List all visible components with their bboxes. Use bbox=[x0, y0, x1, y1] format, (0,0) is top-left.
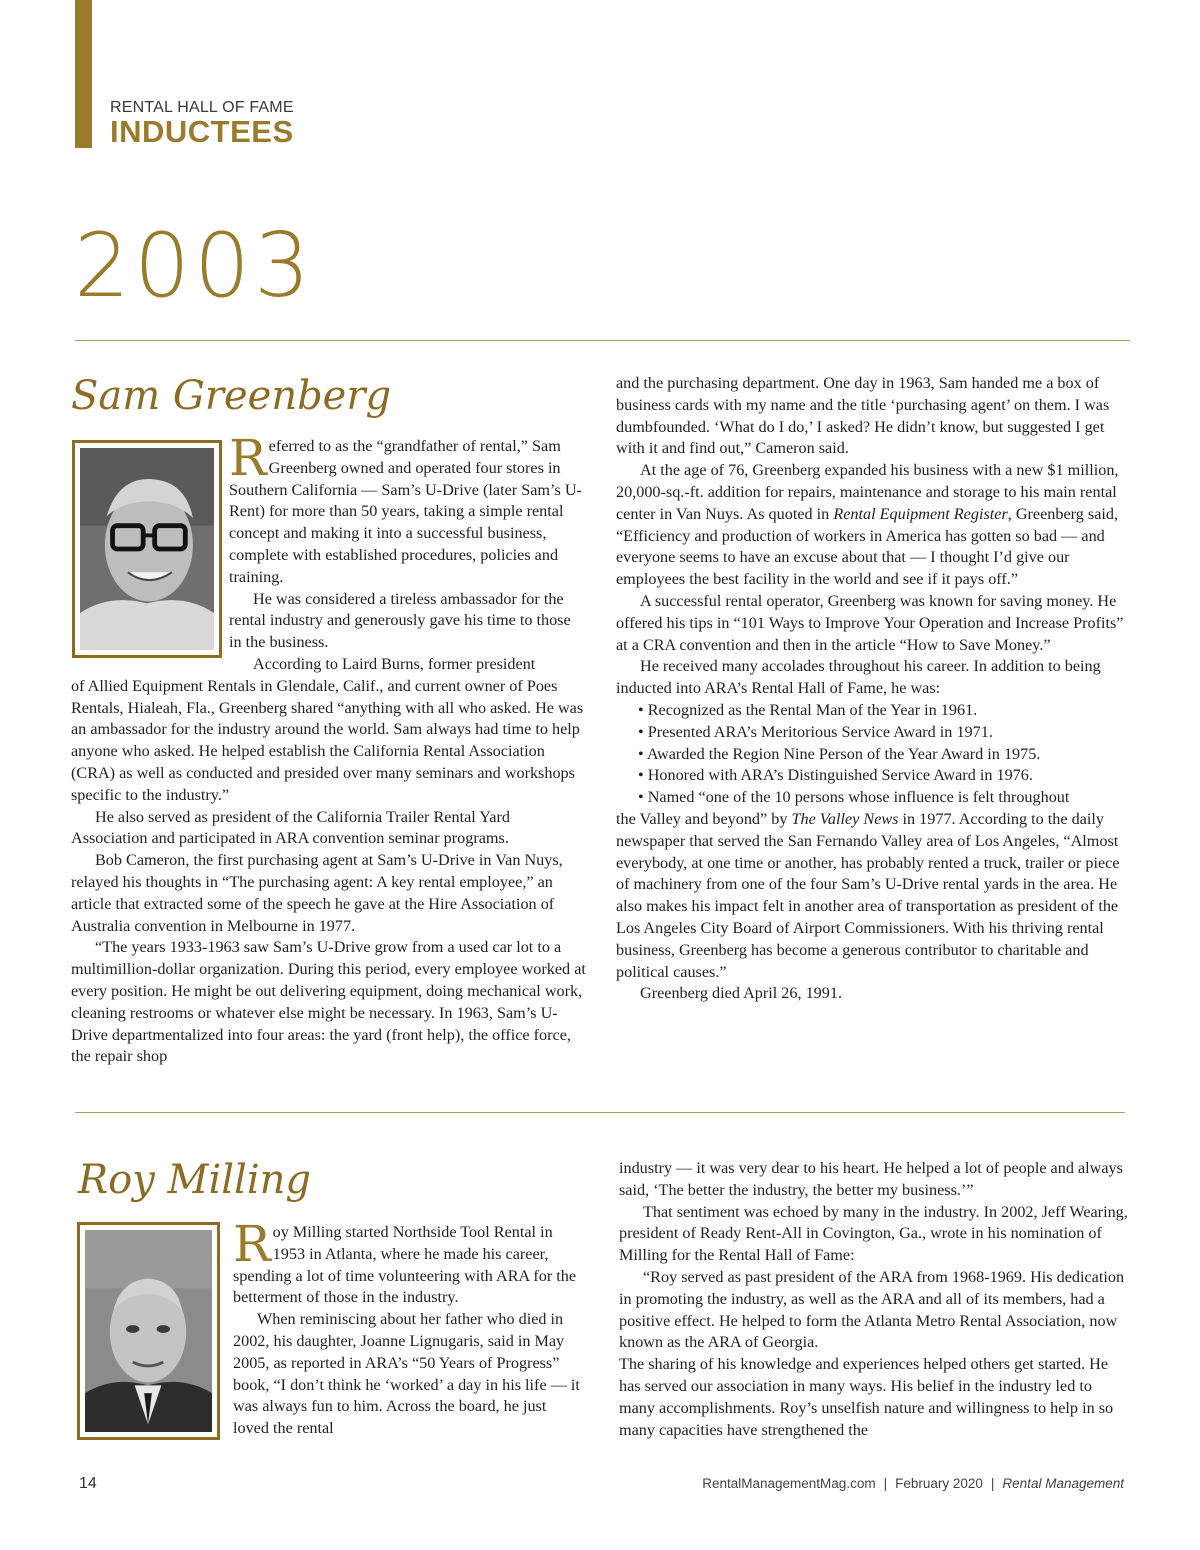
paragraph: At the age of 76, Greenberg expanded his business with a new $1 million, 20,000-sq.-ft. addition for repairs, maintenance and storage to his main rental center in Van Nuys. As quoted in Rental Equipment Register, Greenberg said, “Efficiency and production of workers in America has gotten so bad — and everyone seems to have an excuse about that — I thought I’d give our employees the best facility in the world and see if it pays off.” bbox=[616, 461, 1119, 589]
paragraph: He was considered a tireless ambassador for the rental industry and generously gave his time to those in the business. bbox=[229, 589, 571, 652]
publication-title: Rental Equipment Register bbox=[833, 504, 1008, 523]
year-heading: 2003 bbox=[74, 214, 314, 317]
footer-credit: RentalManagementMag.com | February 2020 | Rental Management bbox=[702, 1476, 1124, 1491]
inductee-name: Roy Milling bbox=[78, 1157, 312, 1203]
inductee-right-column bbox=[616, 373, 1128, 1005]
footer-site: RentalManagementMag.com bbox=[702, 1476, 876, 1491]
paragraph: eferred to as the “grandfather of rental,” Sam Greenberg owned and operated four stores in Southern California — Sam’s U-Drive (later Sam’s U-Rent) for more than 50 years, taking a simple rental concept and making it into a successful business, complete with established procedures, policies and training. bbox=[229, 437, 582, 586]
paragraph: and the purchasing department. One day in 1963, Sam handed me a box of business cards with my name and the title ‘purchasing agent’ on them. I was dumbfounded. ‘What do I do,’ I asked? He didn’t know, but suggested I get with it and find out,” Cameron said. bbox=[616, 374, 1110, 458]
page-number: 14 bbox=[79, 1475, 97, 1492]
inductee-name: Sam Greenberg bbox=[71, 373, 392, 419]
list-item: • Presented ARA’s Meritorious Service Award in 1971. bbox=[638, 722, 993, 741]
paragraph: According to Laird Burns, former president bbox=[253, 654, 536, 673]
inductee-left-column bbox=[233, 1215, 583, 1440]
section-title: INDUCTEES bbox=[110, 114, 294, 149]
list-item: • Awarded the Region Nine Person of the Year Award in 1975. bbox=[638, 744, 1041, 763]
paragraph: When reminiscing about her father who died in 2002, his daughter, Joanne Lignugaris, said in May 2005, as reported in ARA’s “50 Years of Progress” book, “I don’t think he ‘worked’ a day in his life — it was always fun to him. Across the board, he just loved the rental bbox=[233, 1310, 580, 1438]
drop-cap: R bbox=[229, 429, 267, 487]
footer-magazine: Rental Management bbox=[1002, 1476, 1124, 1491]
paragraph: the Valley and beyond” by The Valley News in 1977. According to the daily newspaper that served the San Fernando Valley area of Los Angeles, “Almost everybody, at one time or another, has probably rented a truck, trailer or piece of machinery from one of the four Sam’s U-Drive rental yards in the area. He also makes his impact felt in another area of transportation as president of the Los Angeles City Board of Airport Commissioners. With his thriving rental business, Greenberg has become a generous contributor to charitable and political causes.” bbox=[616, 809, 1120, 981]
inductee-right-column bbox=[619, 1158, 1129, 1441]
portrait-image bbox=[85, 1230, 212, 1432]
paragraph: of Allied Equipment Rentals in Glendale, Calif., and current owner of Poes Rentals, Hialeah, Fla., Greenberg shared “anything with all who asked. He was an ambassador for the industry around the world. Sam always had time to help anyone who asked. He helped establish the California Rental Association (CRA) as well as conducted and presided over many seminars and workshops specific to the industry.” bbox=[71, 676, 584, 804]
paragraph: He also served as president of the California Trailer Rental Yard Association and participated in ARA convention seminar programs. bbox=[71, 807, 510, 848]
list-item: • Recognized as the Rental Man of the Year in 1961. bbox=[638, 700, 978, 719]
paragraph: That sentiment was echoed by many in the industry. In 2002, Jeff Wearing, president of Ready Rent-All in Covington, Ga., wrote in his nomination of Milling for the Rental Hall of Fame: bbox=[619, 1202, 1128, 1265]
drop-cap: R bbox=[233, 1215, 271, 1273]
paragraph: A successful rental operator, Greenberg was known for saving money. He offered his tips in “101 Ways to Improve Your Operation and Increase Profits” at a CRA convention and then in the article “How to Save Money.” bbox=[616, 591, 1124, 654]
list-item: • Honored with ARA’s Distinguished Service Award in 1976. bbox=[638, 766, 1033, 785]
paragraph: Bob Cameron, the first purchasing agent at Sam’s U-Drive in Van Nuys, relayed his thoughts in “The purchasing agent: A key rental employee,” an article that extracted some of the speech he gave at the Hire Association of Australia convention in Melbourne in 1977. bbox=[71, 851, 563, 935]
paragraph: oy Milling started Northside Tool Rental in 1953 in Atlanta, where he made his career, spending a lot of time volunteering with ARA for the betterment of those in the industry. bbox=[233, 1223, 577, 1307]
paragraph: He received many accolades throughout his career. In addition to being inducted into ARA’s Rental Hall of Fame, he was: bbox=[616, 657, 1101, 698]
divider bbox=[75, 340, 1130, 341]
paragraph: “The years 1933-1963 saw Sam’s U-Drive grow from a used car lot to a multimillion-dollar organization. During this period, every employee worked at every position. He might be out delivering equipment, doing mechanical work, cleaning restrooms or whatever else might be necessary. In 1963, Sam’s U-Drive departmentalized into four areas: the yard (front help), the office force, the repair shop bbox=[71, 938, 586, 1066]
publication-title: The Valley News bbox=[791, 809, 899, 828]
paragraph: Greenberg died April 26, 1991. bbox=[640, 984, 843, 1003]
paragraph: The sharing of his knowledge and experiences helped others get started. He has served our association in many ways. His belief in the industry led to many accomplishments. Roy’s unselfish nature and willingness to help in so many capacities have strengthened the bbox=[619, 1355, 1114, 1439]
portrait-photo bbox=[77, 1222, 220, 1440]
paragraph: industry — it was very dear to his heart. He helped a lot of people and always said, ‘The better the industry, the better my business.’” bbox=[619, 1159, 1123, 1199]
section-kicker: RENTAL HALL OF FAME bbox=[110, 99, 294, 116]
accent-bar bbox=[75, 0, 92, 148]
divider bbox=[75, 1112, 1125, 1113]
footer-issue: February 2020 bbox=[895, 1476, 983, 1491]
paragraph: “Roy served as past president of the ARA from 1968-1969. His dedication in promoting the industry, as well as the ARA and all of its members, had a positive effect. He helped to form the Atlanta Metro Rental Association, now known as the ARA of Georgia. bbox=[619, 1267, 1125, 1352]
list-item: • Named “one of the 10 persons whose influence is felt throughout bbox=[638, 788, 1070, 807]
inductee-left-column bbox=[71, 429, 587, 1068]
